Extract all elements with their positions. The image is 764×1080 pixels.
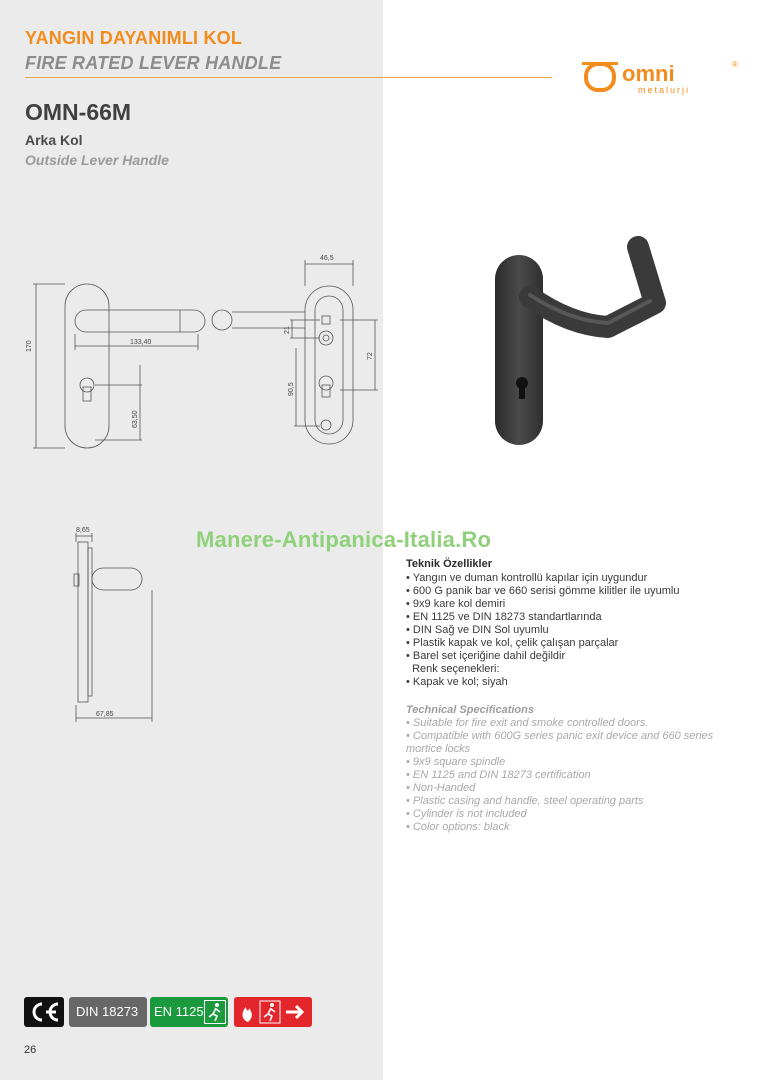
category-title-tr: YANGIN DAYANIMLI KOL (25, 28, 243, 48)
en-badge (150, 997, 228, 1027)
page-number: 26 (24, 1044, 37, 1056)
dim-center-distance: 72 (367, 352, 374, 360)
specs-tr-list (406, 572, 746, 689)
specs-en-list (406, 717, 746, 834)
side-view-drawing (74, 533, 152, 722)
list-item: • 600 G panik bar ve 660 serisi gömme kilitler ile uyumlu (406, 585, 680, 597)
running-man-exit-icon (204, 1000, 226, 1024)
flame-icon (243, 1007, 252, 1022)
dim-width: 46,5 (320, 255, 334, 262)
list-item: • 9x9 square spindle (406, 756, 506, 768)
front-view-drawing (33, 284, 205, 448)
certification-badges (24, 997, 314, 1029)
product-subtitle-tr: Arka Kol (25, 132, 83, 148)
list-item: Renk seçenekleri: (406, 663, 500, 675)
category-title-en: FIRE RATED LEVER HANDLE (25, 53, 282, 73)
dim-spindle-offset: 21 (284, 326, 291, 334)
specs-en-title: Technical Specifications (406, 704, 534, 716)
fire-exit-badge (234, 997, 312, 1027)
product-subtitle-en: Outside Lever Handle (25, 152, 169, 168)
arrow-right-icon (286, 1006, 302, 1018)
list-item: • Yangın ve duman kontrollü kapılar için uygundur (406, 572, 648, 584)
din-label: DIN 18273 (76, 1004, 139, 1019)
ce-mark-icon (24, 997, 64, 1027)
list-item: • Color options: black (406, 821, 510, 833)
logo-registered: ® (732, 60, 738, 69)
logo-subtitle: metalurji (638, 85, 691, 95)
dim-projection: 67,85 (96, 711, 114, 718)
lever-handle-image (490, 235, 690, 450)
list-item: • Plastik kapak ve kol, çelik çalışan parçalar (406, 637, 619, 649)
watermark: Manere-Antipanica-Italia.Ro (196, 527, 492, 552)
specifications (406, 558, 746, 834)
dim-cylinder-offset: 63,50 (132, 410, 139, 428)
list-item: • EN 1125 ve DIN 18273 standartlarında (406, 611, 602, 623)
back-view-drawing (212, 260, 378, 444)
omni-logo (572, 56, 742, 96)
list-item: • Cylinder is not included (406, 808, 527, 820)
en-label: EN 1125 (154, 1004, 204, 1019)
list-item: • Non-Handed (406, 782, 476, 794)
technical-drawings (0, 240, 390, 730)
list-item: • Compatible with 600G series panic exit device and 660 series mortice locks (406, 730, 714, 755)
list-item: • Suitable for fire exit and smoke controlled doors. (406, 717, 649, 729)
dim-thickness: 8,65 (76, 527, 90, 534)
list-item: • 9x9 kare kol demiri (406, 598, 506, 610)
list-item: • DIN Sağ ve DIN Sol uyumlu (406, 624, 549, 636)
din-badge (69, 997, 147, 1027)
dim-cylinder-distance: 90,5 (288, 382, 295, 396)
list-item: • Plastic casing and handle, steel operating parts (406, 795, 644, 807)
header-divider (25, 77, 552, 78)
dim-height: 170 (26, 340, 33, 352)
product-code: OMN-66M (25, 99, 132, 125)
specs-tr-title: Teknik Özellikler (406, 558, 493, 570)
list-item: • Barel set içeriğine dahil değildir (406, 650, 566, 662)
list-item: • EN 1125 and DIN 18273 certification (406, 769, 591, 781)
logo-wordmark: omni (622, 61, 675, 86)
list-item: • Kapak ve kol; siyah (406, 676, 508, 688)
dim-lever-length: 133,40 (130, 339, 152, 346)
